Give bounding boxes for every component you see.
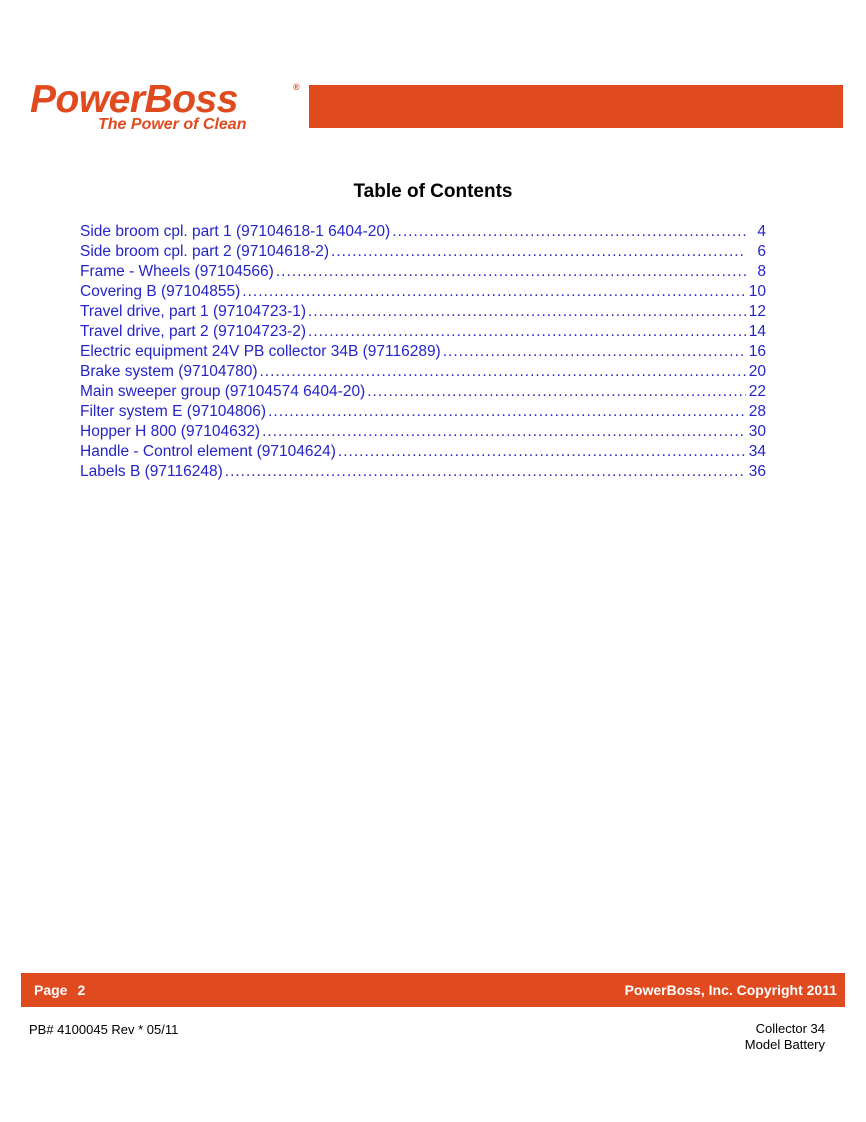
toc-dot-leader [367,382,746,402]
toc-entry-page[interactable]: 36 [748,463,766,480]
toc-entry-label[interactable]: Electric equipment 24V PB collector 34B (97116289) [80,343,441,360]
footer-bar [21,973,845,1007]
document-id: PB# 4100045 Rev * 05/11 [29,1022,179,1037]
header-accent-bar [309,85,843,128]
toc-entry-page[interactable]: 16 [748,343,766,360]
toc-entry-page[interactable]: 20 [748,363,766,380]
toc-dot-leader [331,242,746,262]
model-info [745,1021,825,1053]
toc-entry[interactable] [80,362,766,382]
footer-page-label: Page [34,982,68,998]
model-line-2: Model Battery [744,1037,825,1052]
toc-dot-leader [268,402,746,422]
toc-entry[interactable] [80,462,766,482]
toc-dot-leader [443,342,746,362]
toc-dot-leader [225,462,746,482]
toc-entry[interactable] [80,382,766,402]
model-line-1: Collector 34 [755,1021,825,1036]
toc-entry[interactable] [80,402,766,422]
footer-page-indicator [34,982,85,998]
toc-entry-page[interactable]: 34 [748,443,766,460]
toc-entry[interactable] [80,342,766,362]
toc-entry-page[interactable]: 22 [748,383,766,400]
toc-dot-leader [338,442,746,462]
toc-entry[interactable] [80,262,766,282]
toc-entry-label[interactable]: Side broom cpl. part 1 (97104618-1 6404-20) [80,223,391,240]
toc-entry-label[interactable]: Filter system E (97104806) [80,403,267,420]
toc-entry-label[interactable]: Brake system (97104780) [80,363,258,380]
toc-entry[interactable] [80,442,766,462]
toc-dot-leader [308,302,746,322]
toc-entry-label[interactable]: Main sweeper group (97104574 6404-20) [80,383,366,400]
toc-entry-label[interactable]: Labels B (97116248) [80,463,223,480]
toc-entry-label[interactable]: Covering B (97104855) [80,283,241,300]
toc-dot-leader [276,262,746,282]
footer-page-number: 2 [77,982,86,998]
toc-dot-leader [308,322,746,342]
table-of-contents [80,222,766,482]
toc-entry-page[interactable]: 6 [757,243,766,260]
toc-dot-leader [392,222,746,242]
toc-entry[interactable] [80,322,766,342]
logo-tagline: The Power of Clean [98,116,247,133]
toc-dot-leader [262,422,746,442]
toc-entry-page[interactable]: 30 [748,423,766,440]
toc-entry-label[interactable]: Hopper H 800 (97104632) [80,423,261,440]
toc-dot-leader [242,282,746,302]
footer-copyright: PowerBoss, Inc. Copyright 2011 [624,982,837,998]
page-title: Table of Contents [353,181,513,202]
toc-dot-leader [259,362,746,382]
toc-entry-page[interactable]: 10 [748,283,766,300]
toc-entry-label[interactable]: Handle - Control element (97104624) [80,443,336,460]
toc-entry[interactable] [80,282,766,302]
toc-entry-label[interactable]: Frame - Wheels (97104566) [80,263,274,280]
toc-entry[interactable] [80,302,766,322]
toc-entry[interactable] [80,242,766,262]
toc-entry[interactable] [80,422,766,442]
toc-entry-page[interactable]: 8 [757,263,766,280]
toc-entry[interactable] [80,222,766,242]
toc-entry-label[interactable]: Travel drive, part 1 (97104723-1) [80,303,307,320]
logo-wordmark: PowerBoss [30,78,238,121]
registered-mark: ® [293,82,300,92]
toc-entry-page[interactable]: 28 [748,403,766,420]
toc-entry-label[interactable]: Side broom cpl. part 2 (97104618-2) [80,243,330,260]
toc-entry-page[interactable]: 4 [757,223,766,240]
toc-entry-page[interactable]: 12 [748,303,766,320]
powerboss-logo [30,78,305,138]
toc-entry-page[interactable]: 14 [748,323,766,340]
toc-entry-label[interactable]: Travel drive, part 2 (97104723-2) [80,323,307,340]
